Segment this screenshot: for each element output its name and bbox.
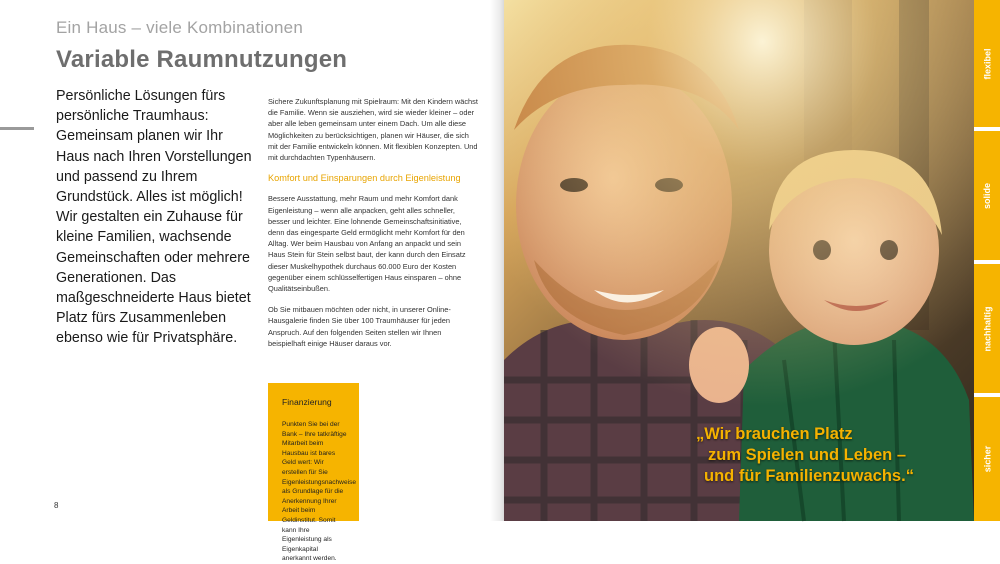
section-subheading: Komfort und Einsparungen durch Eigenleistung bbox=[268, 173, 461, 184]
side-tabs bbox=[974, 0, 1000, 521]
tab-sicher: sicher bbox=[974, 397, 1000, 521]
body-column bbox=[268, 96, 478, 359]
lead-paragraph: Persönliche Lösungen fürs persönliche Traumhaus: Gemeinsam planen wir Ihr Haus nach Ihren Vorstellungen und passend zu Ihrem Grundstück. Alles ist möglich! Wir gestalten ein Zuhause für kleine Familien, wachsende Gemeinschaften oder mehrere Generationen. Das maßgeschneiderte Haus bietet Platz fürs Zusammenleben ebenso wie für Privatsphäre. bbox=[56, 88, 252, 347]
financing-box-text: Punkten Sie bei der Bank – Ihre tatkräftige Mitarbeit beim Hausbau ist bares Geld wert: Wir erstellen für Sie Eigenleistungsnachweise als Grundlage für die Anerkennung Ihrer Arbeit beim Geldinstitut. Somit kann Ihre Eigenleistung als Eigenkapital anerkannt werden. bbox=[282, 421, 357, 563]
body-paragraph-1: Sichere Zukunftsplanung mit Spielraum: Mit den Kindern wächst die Familie. Wenn sie ausziehen, wird sie wieder kleiner – oder aber alle leben gemeinsam unter einem Dach. Um alle diese Möglichkeiten zu berücksichtigen, planen wir Häuser, die sich mit der Familie entwickeln können. Mit flexiblen Konzepten. Und mit durchdachten Typenhäusern. bbox=[268, 97, 478, 163]
tab-solide: solide bbox=[974, 131, 1000, 260]
quote-line-1: „Wir brauchen Platz bbox=[696, 425, 853, 443]
left-page bbox=[0, 0, 500, 563]
financing-box-title: Finanzierung bbox=[282, 397, 332, 407]
page-number: 8 bbox=[54, 501, 59, 510]
body-paragraph-2: Bessere Ausstattung, mehr Raum und mehr Komfort dank Eigenleistung – wenn alle anpacken, geht alles schneller, besser und leichter. Eine lohnende Gemeinschaftsinitiative, denn das eingesparte Geld ermöglicht mehr Komfort für den Alltag. Wer beim Hausbau von Anfang an anpackt und sein Haus Stein für Stein selbst baut, der kann durch den Einsatz dieser Muskelhypothek durchaus 60.000 Euro der Kosten gegenüber einem schlüsselfertigen Haus einsparen – ohne Qualitätseinbußen. bbox=[268, 194, 466, 294]
quote-line-2: zum Spielen und Leben – bbox=[708, 446, 907, 464]
pull-quote bbox=[696, 424, 914, 487]
body-paragraph-3: Ob Sie mitbauen möchten oder nicht, in unserer Online-Hausgalerie finden Sie über 100 Traumhäuser für jeden Anspruch. Auf den folgenden Seiten stellen wir Ihnen beispielhaft einige Häuser daraus vor. bbox=[268, 305, 451, 348]
page-kicker: Ein Haus – viele Kombinationen bbox=[56, 18, 303, 37]
tab-nachhaltig: nachhaltig bbox=[974, 264, 1000, 393]
page-title: Variable Raumnutzungen bbox=[56, 46, 348, 73]
quote-line-3: und für Familienzuwachs.“ bbox=[704, 467, 914, 485]
financing-box bbox=[268, 383, 359, 563]
margin-rule bbox=[0, 127, 34, 130]
page-fold-shadow bbox=[490, 0, 504, 521]
tab-flexibel: flexibel bbox=[974, 0, 1000, 127]
